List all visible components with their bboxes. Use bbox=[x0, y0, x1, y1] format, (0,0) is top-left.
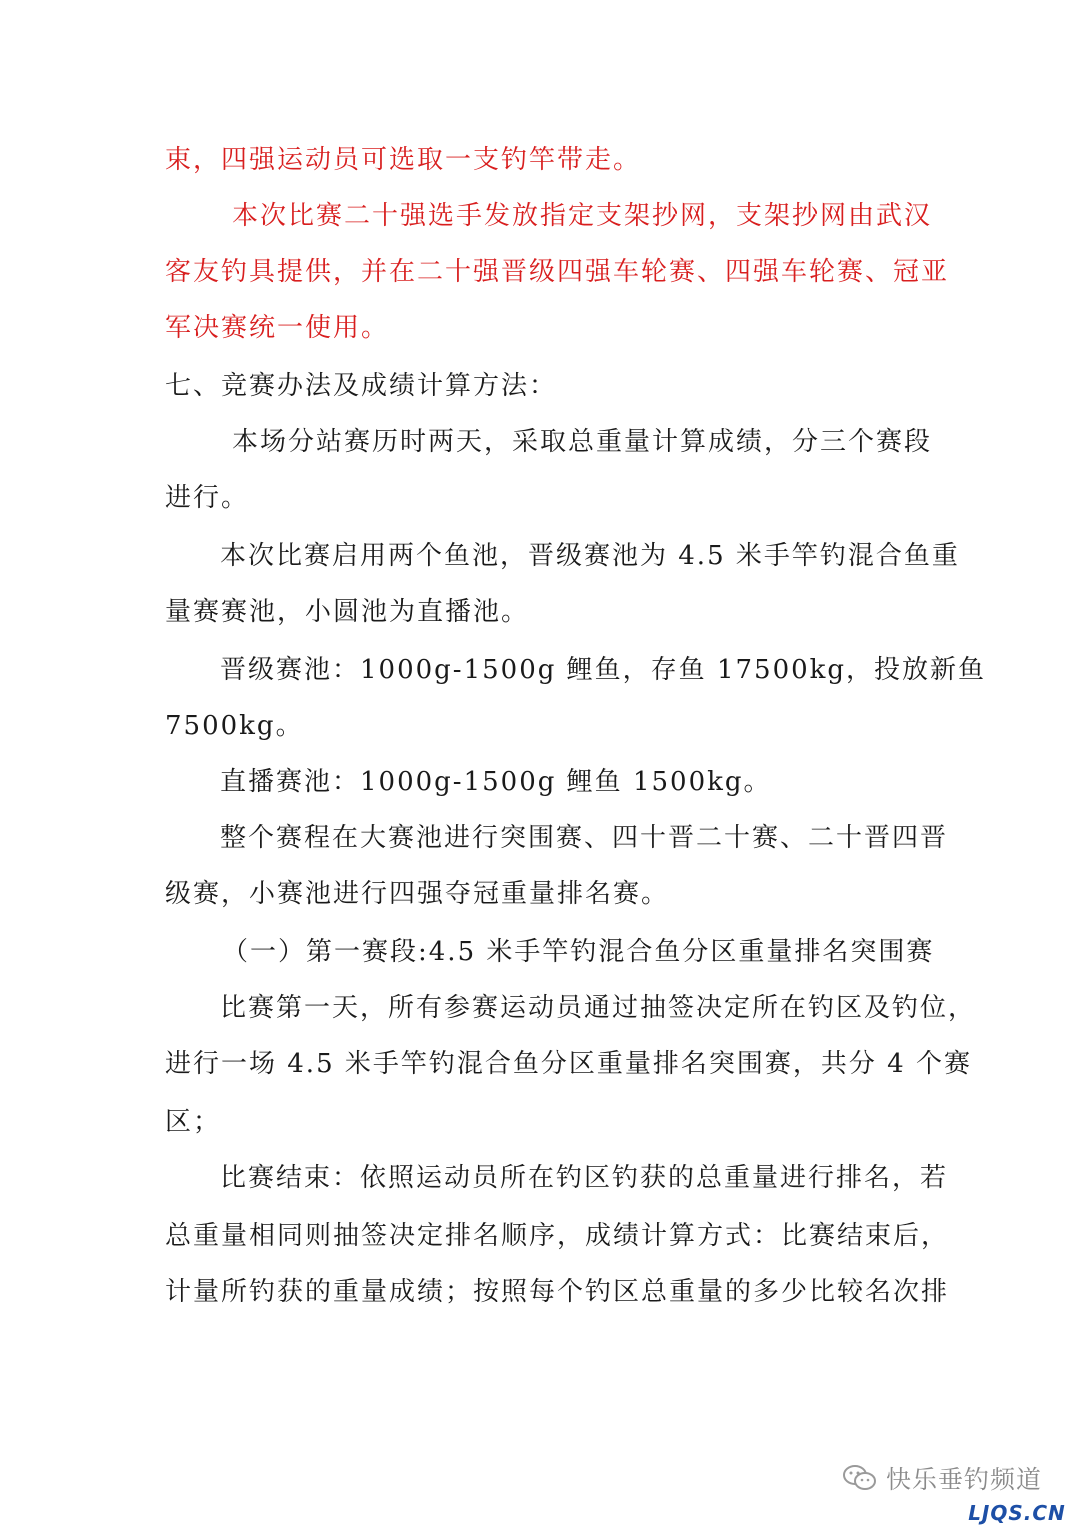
paragraph-line-7: 进行。 bbox=[165, 483, 250, 513]
paragraph-line-9: 量赛赛池，小圆池为直播池。 bbox=[165, 597, 530, 627]
paragraph-line-14: 级赛，小赛池进行四强夺冠重量排名赛。 bbox=[165, 879, 670, 909]
section-heading: 七、竞赛办法及成绩计算方法： bbox=[165, 371, 558, 401]
watermark bbox=[842, 1458, 1042, 1498]
paragraph-line-19: 比赛结束：依照运动员所在钓区钓获的总重量进行排名，若 bbox=[220, 1163, 949, 1193]
subsection-heading: （一）第一赛段:4.5 米手竿钓混合鱼分区重量排名突围赛 bbox=[222, 937, 935, 967]
paragraph-line-3: 客友钓具提供，并在二十强晋级四强车轮赛、四强车轮赛、冠亚 bbox=[165, 257, 950, 287]
paragraph-line-1: 束，四强运动员可选取一支钓竿带走。 bbox=[165, 145, 642, 175]
site-badge: LJQS.CN bbox=[958, 1500, 1076, 1526]
paragraph-line-18: 区； bbox=[165, 1107, 222, 1137]
paragraph-line-16: 比赛第一天，所有参赛运动员通过抽签决定所在钓区及钓位， bbox=[220, 993, 977, 1023]
paragraph-line-17: 进行一场 4.5 米手竿钓混合鱼分区重量排名突围赛，共分 4 个赛 bbox=[165, 1049, 972, 1079]
paragraph-line-6: 本场分站赛历时两天，采取总重量计算成绩，分三个赛段 bbox=[232, 427, 933, 457]
paragraph-line-8: 本次比赛启用两个鱼池，晋级赛池为 4.5 米手竿钓混合鱼重 bbox=[220, 541, 960, 571]
wechat-icon bbox=[842, 1463, 878, 1493]
paragraph-line-4: 军决赛统一使用。 bbox=[165, 313, 390, 343]
paragraph-line-20: 总重量相同则抽签决定排名顺序，成绩计算方式：比赛结束后， bbox=[165, 1221, 950, 1251]
paragraph-line-13: 整个赛程在大赛池进行突围赛、四十晋二十赛、二十晋四晋 bbox=[220, 823, 949, 853]
paragraph-line-12: 直播赛池：1000g-1500g 鲤鱼 1500kg。 bbox=[220, 767, 772, 797]
paragraph-line-2: 本次比赛二十强选手发放指定支架抄网，支架抄网由武汉 bbox=[232, 201, 933, 231]
paragraph-line-10: 晋级赛池：1000g-1500g 鲤鱼，存鱼 17500kg，投放新鱼 bbox=[220, 655, 987, 685]
watermark-text: 快乐垂钓频道 bbox=[886, 1465, 1043, 1494]
paragraph-line-11: 7500kg。 bbox=[165, 711, 304, 741]
paragraph-line-21: 计量所钓获的重量成绩；按照每个钓区总重量的多少比较名次排 bbox=[165, 1277, 950, 1307]
